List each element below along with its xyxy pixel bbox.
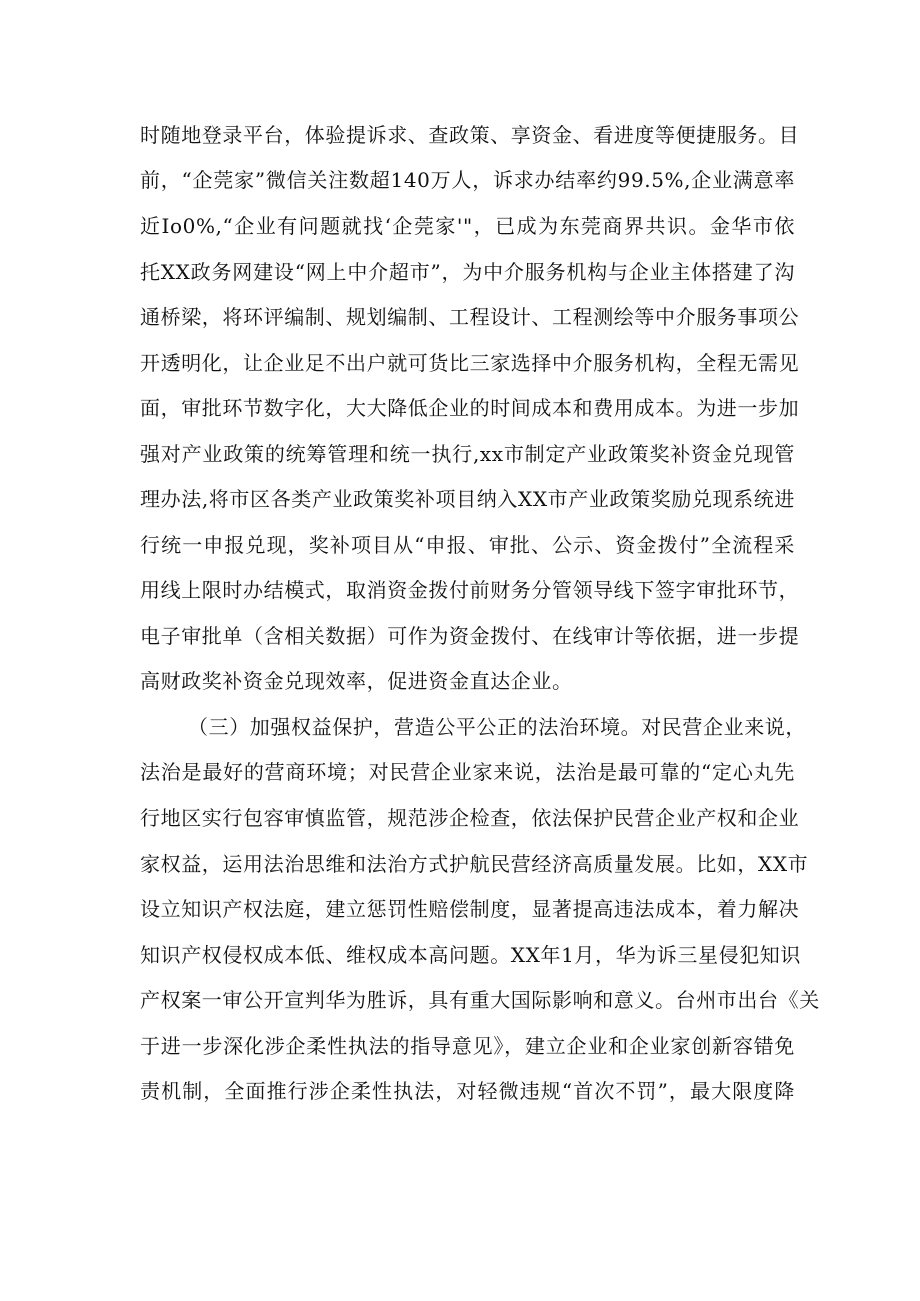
- paragraph-line: 法治是最好的营商环境；对民营企业家来说，法治是最可靠的“定心丸先: [140, 760, 795, 784]
- paragraph-line: 产权案一审公开宣判华为胜诉，具有重大国际影响和意义。台州市出台《关: [140, 988, 820, 1012]
- paragraph-line: 面，审批环节数字化，大大降低企业的时间成本和费用成本。为进一步加: [140, 396, 800, 420]
- paragraph-line: 近Io0%,“企业有问题就找‘企莞家'"，已成为东莞商界共识。金华市依: [140, 214, 795, 238]
- paragraph-line: 责机制，全面推行涉企柔性执法，对轻微违规“首次不罚”，最大限度降: [140, 1079, 795, 1103]
- paragraph-line: 强对产业政策的统筹管理和统一执行,xx市制定产业政策奖补资金兑现管: [140, 442, 795, 466]
- paragraph-line: 家权益，运用法治思维和法治方式护航民营经济高质量发展。比如，XX市: [140, 852, 809, 876]
- paragraph-line: 前，“企莞家”微信关注数超140万人，诉求办结率约99.5%,企业满意率: [140, 168, 795, 192]
- paragraph-line: 托XX政务网建设“网上中介超市”，为中介服务机构与企业主体搭建了沟: [140, 260, 795, 284]
- paragraph-line: 设立知识产权法庭，建立惩罚性赔偿制度，显著提高违法成本，着力解决: [140, 897, 800, 921]
- body-text: [140, 0, 820, 1301]
- paragraph-line: 理办法,将市区各类产业政策奖补项目纳入XX市产业政策奖励兑现系统进: [140, 487, 795, 511]
- paragraph-line: 知识产权侵权成本低、维权成本高问题。XX年1月，华为诉三星侵犯知识: [140, 943, 802, 967]
- paragraph-line: 开透明化，让企业足不出户就可货比三家选择中介服务机构，全程无需见: [140, 351, 800, 375]
- paragraph-line: 通桥梁，将环评编制、规划编制、工程设计、工程测绘等中介服务事项公: [140, 305, 800, 329]
- paragraph-line: （三）加强权益保护，营造公平公正的法治环境。对民营企业来说，: [188, 715, 806, 739]
- paragraph-line: 电子审批单（含相关数据）可作为资金拨付、在线审计等依据，进一步提: [140, 624, 800, 648]
- paragraph-line: 于进一步深化涉企柔性执法的指导意见》，建立企业和企业家创新容错免: [140, 1034, 795, 1058]
- paragraph-line: 高财政奖补资金兑现效率，促进资金直达企业。: [140, 669, 573, 693]
- paragraph-line: 用线上限时办结模式，取消资金拨付前财务分管领导线下签字审批环节，: [140, 578, 800, 602]
- paragraph-line: 行地区实行包容审慎监管，规范涉企检查，依法保护民营企业产权和企业: [140, 806, 800, 830]
- paragraph-line: 时随地登录平台，体验提诉求、查政策、享资金、看进度等便捷服务。目: [140, 123, 800, 147]
- paragraph-line: 行统一申报兑现，奖补项目从“申报、审批、公示、资金拨付”全流程采: [140, 533, 795, 557]
